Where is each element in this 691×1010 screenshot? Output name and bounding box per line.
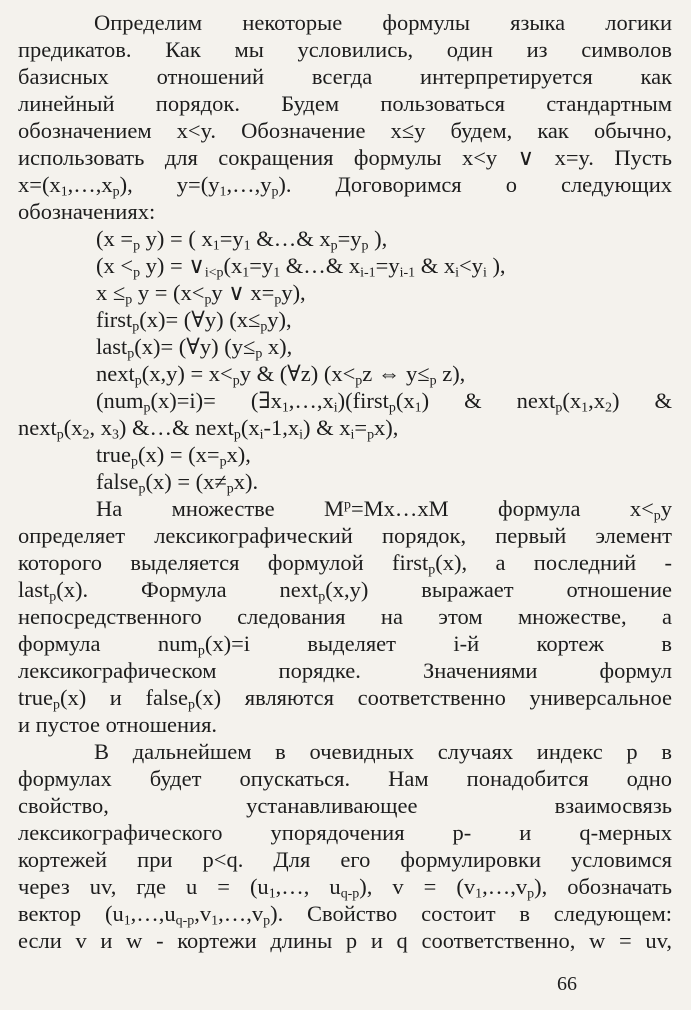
formula-line: last$_p$(x)= (∀y) ($y\le_p$ x), <box>96 334 293 362</box>
text-line: обозначением x<y. Обозначение x≤y будем, как обычно, <box>18 118 672 143</box>
formula-line: ($x =_p$ y) = ( $x_1=y_1$ &…& $x_p=y_p$ ), <box>96 226 388 254</box>
text-line: и пустое отношения. <box>18 712 218 737</box>
text-line: обозначениях: <box>18 199 156 224</box>
text-line: лексикографического упорядочения p- и q-мерных <box>18 820 672 845</box>
text-line: вектор $(u_1,\dots,u_{q-p},v_1,\dots,v_p)$. Свойство состоит в следующем: <box>18 901 672 929</box>
text-line: которого выделяется формулой first$_p$(x), а последний - <box>18 550 672 578</box>
formula-line: $x \le_p$ $y = (x<_py$ ∨ $x=_py$), <box>96 280 306 308</box>
text-line: формулах будет опускаться. Нам понадобится одно <box>18 766 672 791</box>
text-line: В дальнейшем в очевидных случаях индекс p в <box>94 739 672 764</box>
text-line: предикатов. Как мы условились, один из символов <box>18 37 672 62</box>
formula-line: false$_p$(x) = $(x\ne_px)$. <box>96 469 259 497</box>
formula-line: true$_p$(x) = $(x=_px)$, <box>96 442 251 470</box>
formula-line: first$_p$(x)= (∀y) $(x\le_py)$, <box>96 307 292 335</box>
text-line: определяет лексикографический порядок, первый элемент <box>18 523 672 548</box>
text-line: Определим некоторые формулы языка логики <box>94 10 672 35</box>
text-line: базисных отношений всегда интерпретируется как <box>18 64 672 89</box>
text-line: через uv, где $u = (u_1,\dots$, $u_{q-p}$), $v = (v_1,\dots,v_p)$, обозначать <box>18 874 672 902</box>
text-line: если v и w - кортежи длины p и q соответственно, w = uv, <box>18 928 672 953</box>
text-line: $x=(x_1,\dots,x_p)$, $y=(y_1,\dots,y_p)$. Договоримся о следующих <box>18 172 672 200</box>
text-line: last$_p$(x). Формула next$_p$(x,y) выражает отношение <box>18 577 672 605</box>
formula-line: next$_p$(x,y) = $x<_py$ & (∀z) ($x<_pz$ ⇔ $y\le_p$ z), <box>96 361 466 389</box>
text-line: линейный порядок. Будем пользоваться стандартным <box>18 91 672 116</box>
formula-line: ($x <_p$ $y) = \vee_{i<p}(x_1=y_1$ &…& $x_{i-1}=y_{i-1}$ & $x_i<y_i$ ), <box>96 253 506 281</box>
text-line: свойство, устанавливающее взаимосвязь <box>18 793 672 818</box>
text-line: На множестве $M^p=Mx\dots xM$ формула $x<_py$ <box>96 496 672 524</box>
text-line: кортежей при p<q. Для его формулировки условимся <box>18 847 672 872</box>
text-line: true$_p$(x) и false$_p$(x) являются соответственно универсальное <box>18 685 673 713</box>
text-line: использовать для сокращения формулы x<y ∨ x=y. Пусть <box>18 145 672 170</box>
text-line: формула num$_p$(x)=i выделяет i-й кортеж в <box>18 631 672 659</box>
text-line: лексикографическом порядке. Значениями формул <box>18 658 672 683</box>
text-line: непосредственного следования на этом множестве, а <box>18 604 672 629</box>
page-number: 66 <box>557 973 577 995</box>
formula-line: $(num_p(x)=i)= (\exists x_1,\dots,x_i)(first_p(x_1)$ & $next_p(x_1,x_2)$ & <box>96 388 672 416</box>
formula-line: $next_p(x_2$, $x_3$) &…& $next_p(x_i-1,x_i)$ & $x_i=_px$), <box>18 415 399 443</box>
